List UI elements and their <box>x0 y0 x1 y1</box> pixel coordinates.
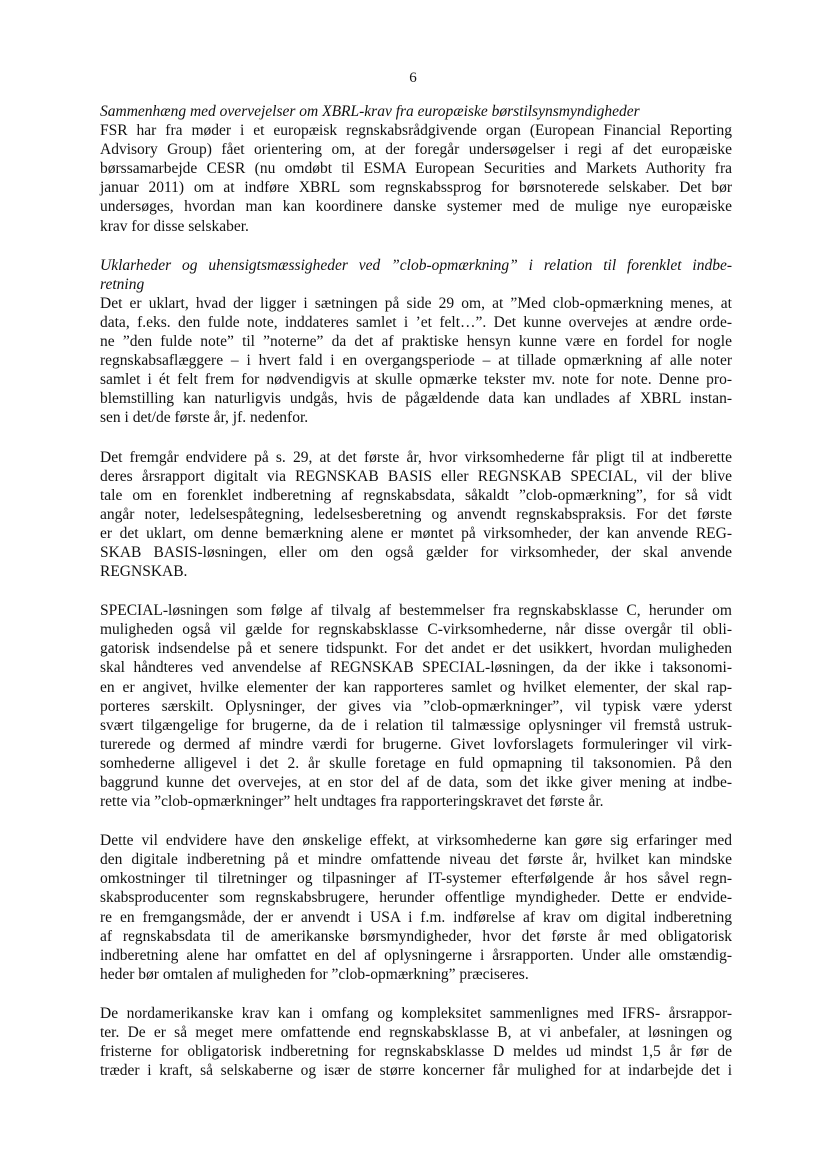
text-line: SKAB BASIS-løsningen, eller om den også gælder for virksomheder, der skal anvende <box>100 543 732 561</box>
paragraph-5 <box>100 831 732 984</box>
paragraph-2 <box>100 256 732 428</box>
text-line: data, f.eks. den fulde note, inddateres samlet i ’et felt…”. Det kunne overvejes at ændre orde- <box>100 313 732 331</box>
text-line: skabsproducenter som regnskabsbrugere, herunder offentlige myndigheder. Dette er endvide- <box>100 889 732 907</box>
text-line: omkostninger til tilretninger og tilpasninger af IT-systemer efterfølgende år hos såvel regn- <box>100 870 732 888</box>
text-line: baggrund kunne det overvejes, at en stor del af de data, som det ikke giver mening at indbe- <box>100 774 732 791</box>
text-line: Advisory Group) fået orientering om, at der foregår undersøgelser i regi af det europæiske <box>100 141 732 159</box>
text-line: sen i det/de første år, jf. nedenfor. <box>100 409 309 427</box>
section-heading-line: Uklarheder og uhensigtsmæssigheder ved ”clob-opmærkning” i relation til forenklet indbe- <box>100 256 732 274</box>
text-line: Dette vil endvidere have den ønskelige effekt, at virksomhederne kan gøre sig erfaringer med <box>100 832 732 850</box>
text-line: er det uklart, om denne bemærkning alene er møntet på virksomheder, der kan anvende REG- <box>100 524 732 542</box>
document-body <box>100 102 732 1100</box>
text-line: porteres særskilt. Oplysninger, der gives via ”clob-opmærkninger”, vil typisk være yderst <box>100 697 732 715</box>
text-line: af regnskabsdata til de amerikanske børsmyndigheder, hvor det første år med obligatorisk <box>100 927 732 945</box>
text-line: regnskabsaflæggere – i hvert fald i en overgangsperiode – at tillade opmærkning af alle noter <box>100 352 732 370</box>
text-line: Det er uklart, hvad der ligger i sætningen på side 29 om, at ”Med clob-opmærkning menes, at <box>100 294 732 312</box>
text-line: turerede og dermed af mindre værdi for brugerne. Givet lovforslagets formuleringer vil virk- <box>100 735 732 753</box>
text-line: fristerne for obligatorisk indberetning for regnskabsklasse D meldes ud mindst 1,5 år før de <box>100 1043 732 1061</box>
text-line: svært tilgængelige for brugerne, da de i relation til talmæssige oplysninger vil fremstå ustruk- <box>100 716 732 734</box>
text-line: heder bør omtalen af muligheden for ”clob-opmærkning” præciseres. <box>100 965 529 983</box>
section-heading-line: Sammenhæng med overvejelser om XBRL-krav fra europæiske børstilsynsmyndigheder <box>100 103 640 120</box>
text-line: rette via ”clob-opmærkninger” helt undtages fra rapporteringskravet det første år. <box>100 793 604 811</box>
text-line: samlet i ét felt frem for nødvendigvis at skulle opmærke tekster mv. note for note. Denne pro- <box>100 371 732 389</box>
text-line: en er angivet, hvilke elementer der kan rapporteres samlet og hvilket elementer, der skal rap- <box>100 678 732 696</box>
paragraph-4 <box>100 601 732 811</box>
text-line: SPECIAL-løsningen som følge af tilvalg af bestemmelser fra regnskabsklasse C, herunder om <box>100 602 732 620</box>
text-line: deres årsrapport digitalt via REGNSKAB BASIS eller REGNSKAB SPECIAL, vil der blive <box>100 467 732 485</box>
paragraph-6 <box>100 1004 732 1080</box>
text-line: angår noter, ledelsespåtegning, ledelsesberetning og anvendt regnskabspraksis. For det første <box>100 505 732 523</box>
text-line: De nordamerikanske krav kan i omfang og kompleksitet sammenlignes med IFRS- årsrappor- <box>100 1004 732 1022</box>
text-line: muligheden også vil gælde for regnskabsklasse C-virksomhederne, når disse overgår til obli- <box>100 621 732 639</box>
text-line: krav for disse selskaber. <box>100 217 249 235</box>
text-line: indberetning alene har omfattet en del af oplysningerne i årsrapporten. Under alle omstændig- <box>100 946 732 964</box>
text-line: januar 2011) om at indføre XBRL som regnskabssprog for børsnoterede selskaber. Det bør <box>100 179 732 197</box>
text-line: ter. De er så meget mere omfattende end regnskabsklasse B, at vi anbefaler, at løsningen og <box>100 1024 732 1042</box>
section-heading-line: retning <box>100 275 145 293</box>
text-line: tale om en forenklet indberetning af regnskabsdata, såkaldt ”clob-opmærkning”, for så vidt <box>100 486 732 504</box>
page-number: 6 <box>409 70 417 86</box>
paragraph-3 <box>100 448 732 582</box>
text-line: somhederne alligevel i det 2. år skulle foretage en fuld opmapning til taksonomien. På den <box>100 754 732 772</box>
text-line: undersøges, hvordan man kan koordinere danske systemer med de mulige nye europæiske <box>100 198 732 216</box>
text-line: FSR har fra møder i et europæisk regnskabsrådgivende organ (European Financial Reporting <box>100 122 732 140</box>
text-line: ne ”den fulde note” til ”noterne” da det af praktiske hensyn kunne være en fordel for nogle <box>100 333 732 351</box>
paragraph-1 <box>100 102 732 236</box>
text-line: børssamarbejde CESR (nu omdøbt til ESMA European Securities and Markets Authority fra <box>100 160 732 178</box>
text-line: blemstilling kan naturligvis undgås, hvis de pågældende data kan undlades af XBRL instan- <box>100 390 732 408</box>
text-line: skal håndteres ved anvendelse af REGNSKAB SPECIAL-løsningen, da der ikke i taksonomi- <box>100 659 732 677</box>
text-line: gatorisk indsendelse på et senere tidspunkt. For det andet er det usikkert, hvordan muligheden <box>100 640 732 658</box>
text-line: re en fremgangsmåde, der er anvendt i USA i f.m. indførelse af krav om digital indberetning <box>100 908 732 926</box>
text-line: Det fremgår endvidere på s. 29, at det første år, hvor virksomhederne får pligt til at indberette <box>100 448 732 466</box>
text-line: den digitale indberetning på et mindre omfattende niveau det første år, hvilket kan mindske <box>100 851 732 869</box>
text-line: REGNSKAB. <box>100 563 188 581</box>
text-line: træder i kraft, så selskaberne og især de større koncerner får mulighed for at indarbejde det i <box>100 1062 732 1080</box>
